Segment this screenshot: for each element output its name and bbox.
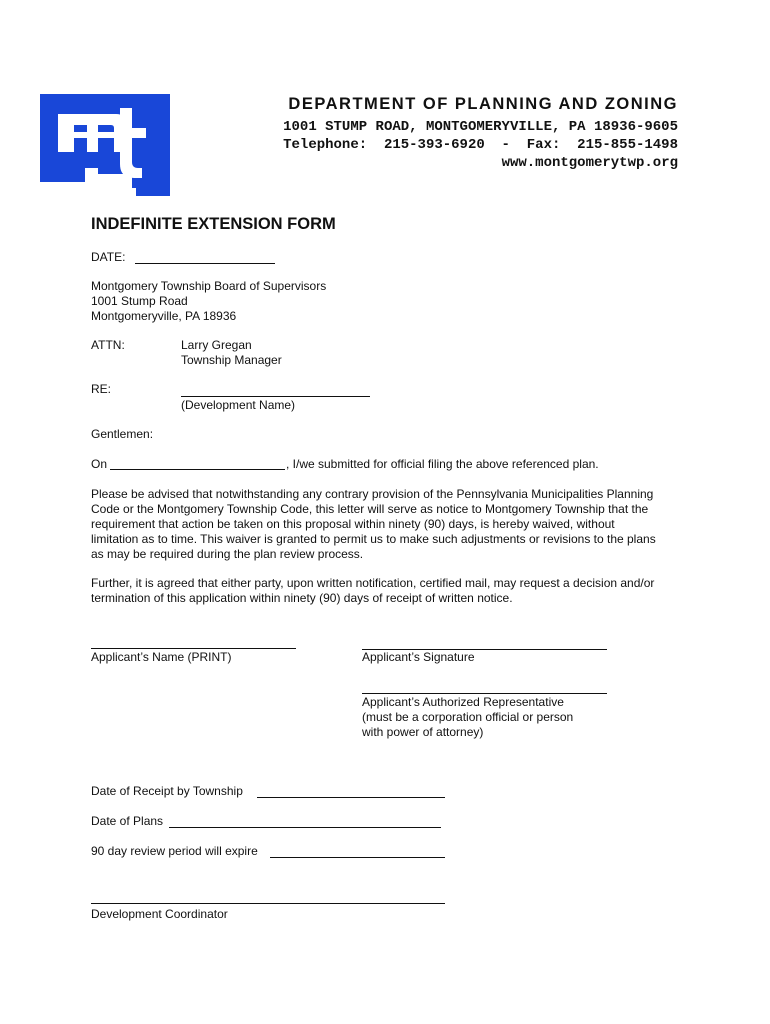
attn-label: ATTN: bbox=[91, 338, 125, 352]
recipient-line-3: Montgomeryville, PA 18936 bbox=[91, 309, 237, 323]
representative-label: Applicant’s Authorized Representative bbox=[362, 695, 564, 709]
department-heading: DEPARTMENT OF PLANNING AND ZONING bbox=[288, 95, 678, 113]
recipient-line-1: Montgomery Township Board of Supervisors bbox=[91, 279, 327, 293]
review-expiry-field[interactable] bbox=[270, 857, 445, 858]
attn-title: Township Manager bbox=[181, 353, 282, 367]
submission-statement: , I/we submitted for official filing the above referenced plan. bbox=[286, 457, 599, 471]
date-field[interactable] bbox=[135, 263, 275, 264]
receipt-date-field[interactable] bbox=[257, 797, 445, 798]
applicant-name-field[interactable] bbox=[91, 648, 296, 649]
recipient-line-2: 1001 Stump Road bbox=[91, 294, 188, 308]
waiver-paragraph: Please be advised that notwithstanding any contrary provision of the Pennsylvania Municipalities Planning Code or the Montgomery Township Code, this letter will serve as notice to Montgomery Township that the requirement that action be taken on this proposal within ninety (90) days, is hereby waived, without limitation as to time. This waiver is granted to permit us to make such adjustments or revisions to the plans as may be required during the plan review process. bbox=[91, 487, 656, 561]
termination-paragraph: Further, it is agreed that either party, upon written notification, certified mail, may request a decision and/or termination of this application within ninety (90) days of receipt of written notice. bbox=[91, 576, 655, 605]
montgomery-township-logo-icon bbox=[40, 94, 170, 196]
coordinator-signature-field[interactable] bbox=[91, 903, 445, 904]
development-name-field[interactable] bbox=[181, 396, 370, 397]
submission-date-field[interactable] bbox=[110, 469, 285, 470]
department-phone-fax: Telephone: 215-393-6920 - Fax: 215-855-1498 bbox=[283, 137, 678, 153]
development-name-caption: (Development Name) bbox=[181, 398, 296, 412]
attn-name: Larry Gregan bbox=[181, 338, 252, 352]
re-label: RE: bbox=[91, 382, 112, 396]
form-title: INDEFINITE EXTENSION FORM bbox=[91, 215, 336, 233]
coordinator-label: Development Coordinator bbox=[91, 907, 228, 921]
applicant-signature-label: Applicant’s Signature bbox=[362, 650, 475, 664]
review-expiry-label: 90 day review period will expire bbox=[91, 844, 258, 858]
representative-signature-field[interactable] bbox=[362, 693, 607, 694]
receipt-date-label: Date of Receipt by Township bbox=[91, 784, 243, 798]
date-label: DATE: bbox=[91, 250, 126, 264]
applicant-name-label: Applicant’s Name (PRINT) bbox=[91, 650, 232, 664]
department-website: www.montgomerytwp.org bbox=[501, 155, 678, 171]
representative-note-2: with power of attorney) bbox=[362, 725, 484, 739]
department-address: 1001 STUMP ROAD, MONTGOMERYVILLE, PA 18936-9605 bbox=[283, 119, 678, 135]
salutation: Gentlemen: bbox=[91, 427, 154, 441]
plans-date-label: Date of Plans bbox=[91, 814, 164, 828]
representative-note-1: (must be a corporation official or person bbox=[362, 710, 574, 724]
plans-date-field[interactable] bbox=[169, 827, 441, 828]
on-label: On bbox=[91, 457, 108, 471]
